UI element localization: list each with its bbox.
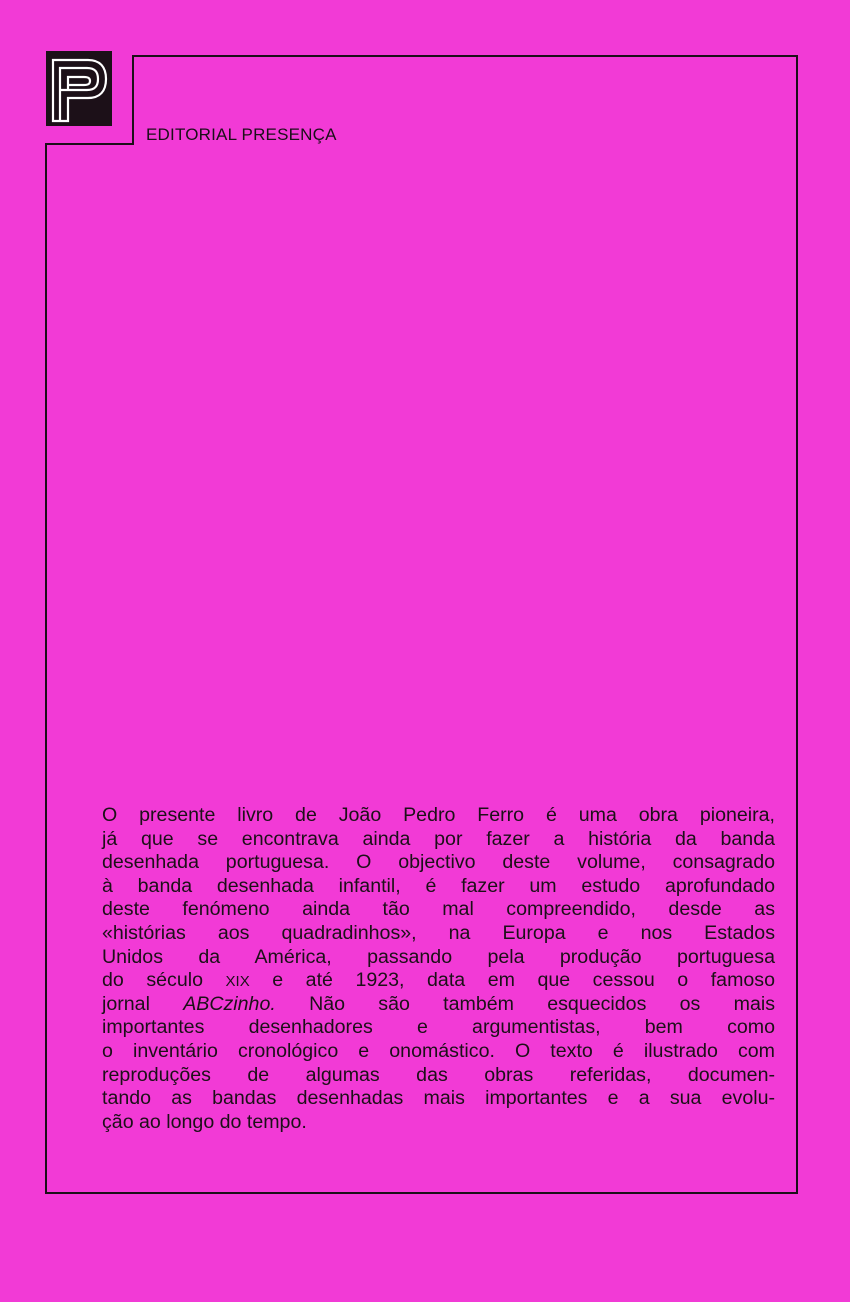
blurb-line: desenhada portuguesa. O objectivo deste volume, consagrado [102,851,775,874]
blurb-line: à banda desenhada infantil, é fazer um estudo aprofundado [102,874,775,897]
frame-inner-horizontal-line [45,143,134,145]
blurb-line: tando as bandas desenhadas mais importantes e a sua evolu- [102,1087,775,1110]
blurb-line: jornal ABCzinho. Não são também esquecidos os mais [102,992,775,1015]
back-cover-blurb [102,804,775,1134]
publisher-name: EDITORIAL PRESENÇA [146,125,337,144]
frame-left-line [45,145,47,1194]
frame-right-line [796,55,798,1194]
blurb-line: já que se encontrava ainda por fazer a história da banda [102,827,775,850]
century-numeral: XIX [225,973,250,991]
blurb-line: importantes desenhadores e argumentistas, bem como [102,1016,775,1039]
frame-inner-vertical-line [132,55,134,145]
blurb-line: reproduções de algumas das obras referidas, documen- [102,1063,775,1086]
blurb-line: Unidos da América, passando pela produção portuguesa [102,945,775,968]
blurb-line: ção ao longo do tempo. [102,1110,307,1133]
presenca-p-logo-icon [46,51,112,126]
blurb-line: deste fenómeno ainda tão mal compreendido, desde as [102,898,775,921]
blurb-line: «histórias aos quadradinhos», na Europa e nos Estados [102,921,775,944]
frame-bottom-line [45,1192,798,1194]
blurb-line: do século XIX e até 1923, data em que cessou o famoso [102,969,775,992]
frame-top-line [133,55,798,57]
blurb-line: O presente livro de João Pedro Ferro é uma obra pioneira, [102,804,775,826]
journal-title: ABCzinho. [183,992,276,1015]
blurb-line: o inventário cronológico e onomástico. O texto é ilustrado com [102,1039,775,1062]
